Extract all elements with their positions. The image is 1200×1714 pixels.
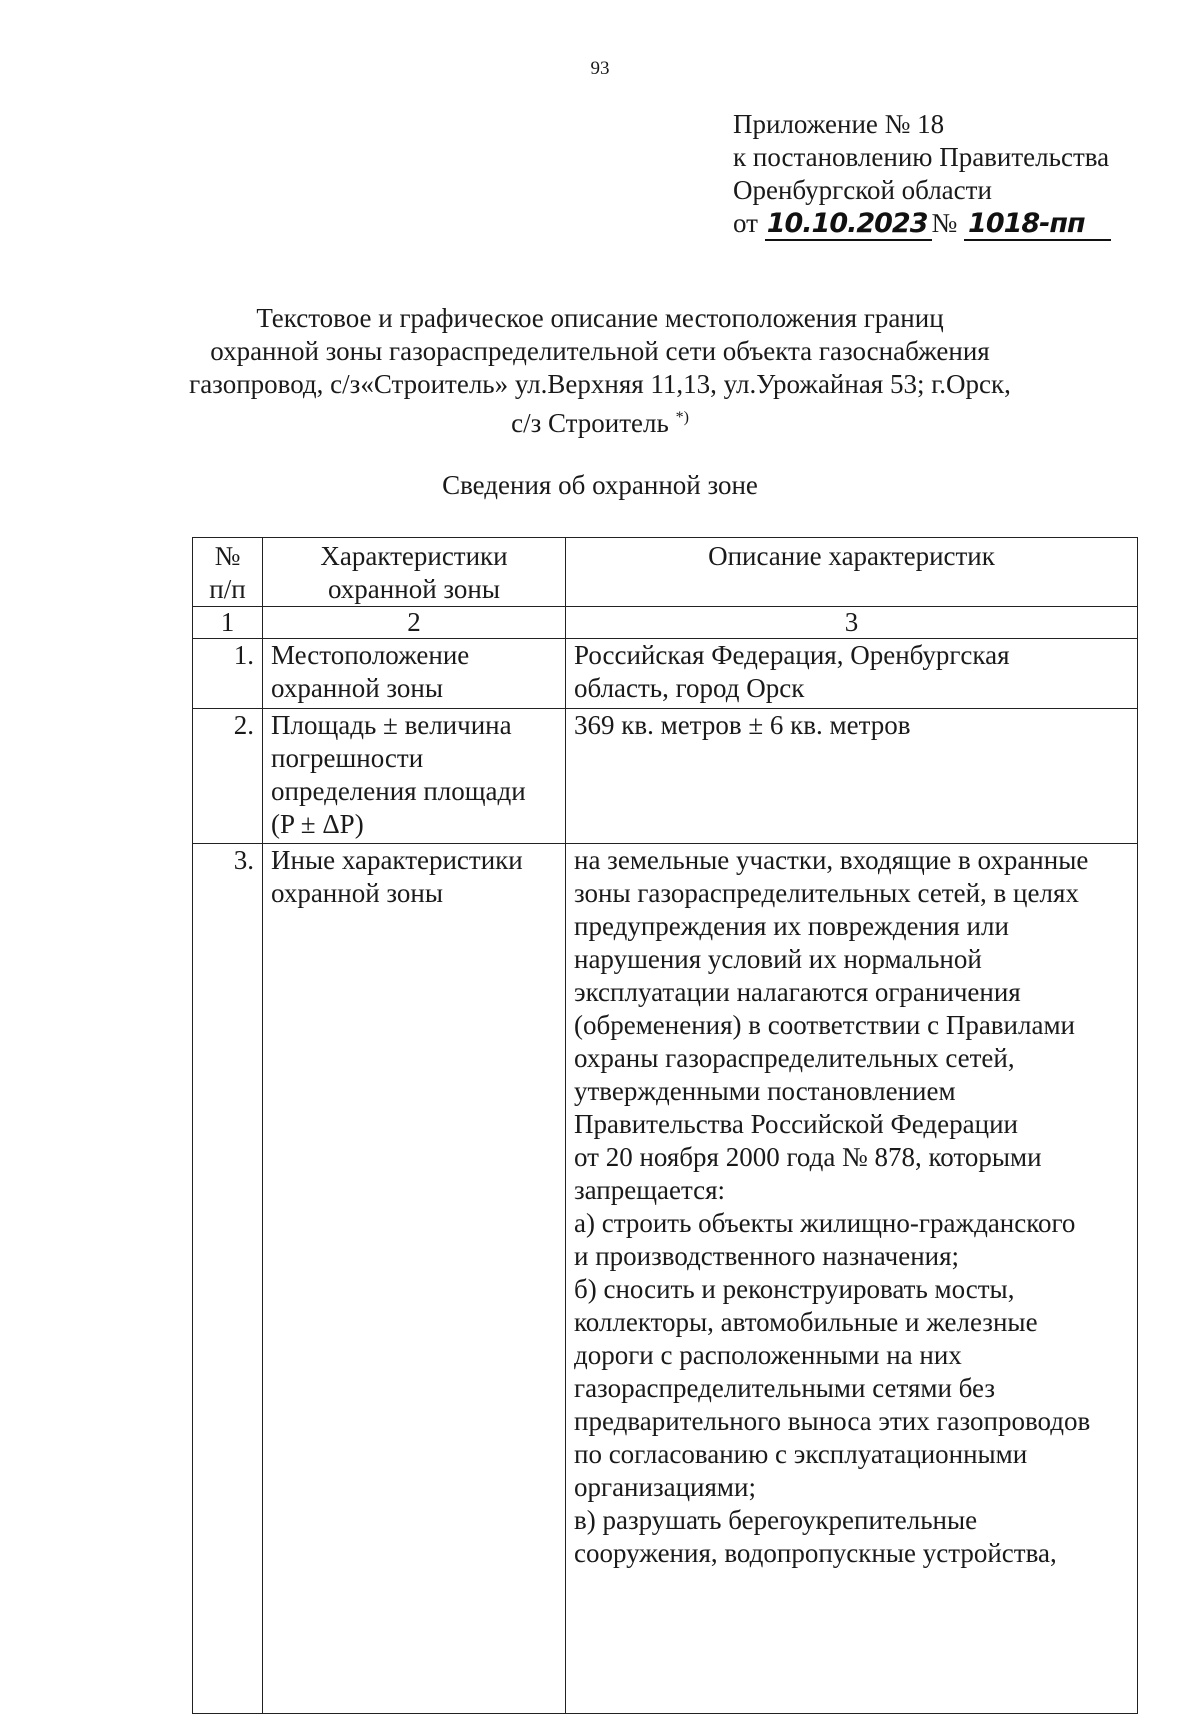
appendix-block (733, 108, 1111, 241)
row-characteristic-line: Иные характеристики (271, 845, 523, 875)
document-title (0, 302, 1200, 440)
page-number: 93 (590, 58, 610, 79)
column-number-3: 3 (566, 607, 1138, 639)
section-heading: Сведения об охранной зоне (442, 470, 758, 500)
row-characteristic-line: Площадь ± величина (271, 710, 512, 740)
table-row (193, 709, 1138, 844)
row-characteristic (263, 639, 566, 709)
title-line-4-text: с/з Строитель (511, 408, 669, 438)
row-characteristic (263, 709, 566, 844)
row-description-line: Российская Федерация, Оренбургская (574, 640, 1010, 670)
row-description-line: б) сносить и реконструировать мосты, (574, 1274, 1015, 1304)
row-description-line: зоны газораспределительных сетей, в целях (574, 878, 1079, 908)
header-col-description: Описание характеристик (566, 538, 1138, 607)
row-description-line: от 20 ноября 2000 года № 878, которыми (574, 1142, 1042, 1172)
row-description-line: а) строить объекты жилищно-гражданского (574, 1208, 1076, 1238)
appendix-line-2: к постановлению Правительства (733, 142, 1110, 172)
title-line-2: охранной зоны газораспределительной сети объекта газоснабжения (210, 336, 990, 366)
handwritten-number: 1018-пп (964, 209, 1111, 241)
header-col-number-line-2: п/п (209, 574, 246, 604)
row-description (566, 639, 1138, 709)
title-line-3: газопровод, с/з«Строитель» ул.Верхняя 11,13, ул.Урожайная 53; г.Орск, (189, 369, 1011, 399)
row-description-line: нарушения условий их нормальной (574, 944, 982, 974)
table-header-row (193, 538, 1138, 607)
row-characteristic (263, 844, 566, 1714)
row-description-line: в) разрушать берегоукрепительные (574, 1505, 978, 1535)
row-description-line: 369 кв. метров ± 6 кв. метров (574, 710, 911, 740)
table-row (193, 639, 1138, 709)
row-characteristic-line: (P ± ΔP) (271, 809, 364, 839)
header-col-number (193, 538, 263, 607)
row-description-line: (обременения) в соответствии с Правилами (574, 1010, 1075, 1040)
column-number-2: 2 (263, 607, 566, 639)
row-characteristic-line: определения площади (271, 776, 526, 806)
row-number: 3. (193, 844, 263, 1714)
footnote-mark: *) (675, 409, 689, 426)
header-col-characteristic-line-1: Характеристики (320, 541, 508, 571)
header-col-number-line-1: № (214, 541, 241, 571)
row-description-line: организациями; (574, 1472, 756, 1502)
row-characteristic-line: погрешности (271, 743, 424, 773)
row-description-line: и производственного назначения; (574, 1241, 960, 1271)
row-description-line: область, город Орск (574, 673, 805, 703)
handwritten-date: 10.10.2023 (765, 209, 932, 241)
appendix-date-line (733, 207, 1111, 241)
row-description-line: предупреждения их повреждения или (574, 911, 1009, 941)
row-description-line: дороги с расположенными на них (574, 1340, 962, 1370)
column-number-1: 1 (193, 607, 263, 639)
row-description-line: коллекторы, автомобильные и железные (574, 1307, 1038, 1337)
appendix-line-3: Оренбургской области (733, 175, 992, 205)
row-description-line: на земельные участки, входящие в охранные (574, 845, 1089, 875)
number-sign: № (931, 208, 958, 238)
row-description-line: охраны газораспределительных сетей, (574, 1043, 1015, 1073)
from-prefix: от (733, 208, 758, 238)
header-col-characteristic-line-2: охранной зоны (327, 574, 500, 604)
row-number: 1. (193, 639, 263, 709)
row-number: 2. (193, 709, 263, 844)
row-description-line: эксплуатации налагаются ограничения (574, 977, 1021, 1007)
row-description-line: Правительства Российской Федерации (574, 1109, 1018, 1139)
row-description-line: газораспределительными сетями без (574, 1373, 996, 1403)
table-row (193, 844, 1138, 1714)
header-col-characteristic (263, 538, 566, 607)
column-number-row (193, 607, 1138, 639)
row-description-line: по согласованию с эксплуатационными (574, 1439, 1028, 1469)
row-description-line: сооружения, водопропускные устройства, (574, 1538, 1057, 1568)
protection-zone-table (192, 537, 1138, 1714)
row-description (566, 709, 1138, 844)
appendix-line-1: Приложение № 18 (733, 109, 945, 139)
row-characteristic-line: охранной зоны (271, 878, 444, 908)
row-description-line: предварительного выноса этих газопроводов (574, 1406, 1091, 1436)
title-line-1: Текстовое и графическое описание местоположения границ (256, 303, 944, 333)
row-characteristic-line: Местоположение (271, 640, 470, 670)
title-line-4 (0, 401, 1200, 440)
row-description-line: утвержденными постановлением (574, 1076, 956, 1106)
row-description-line: запрещается: (574, 1175, 726, 1205)
row-description (566, 844, 1138, 1714)
row-characteristic-line: охранной зоны (271, 673, 444, 703)
